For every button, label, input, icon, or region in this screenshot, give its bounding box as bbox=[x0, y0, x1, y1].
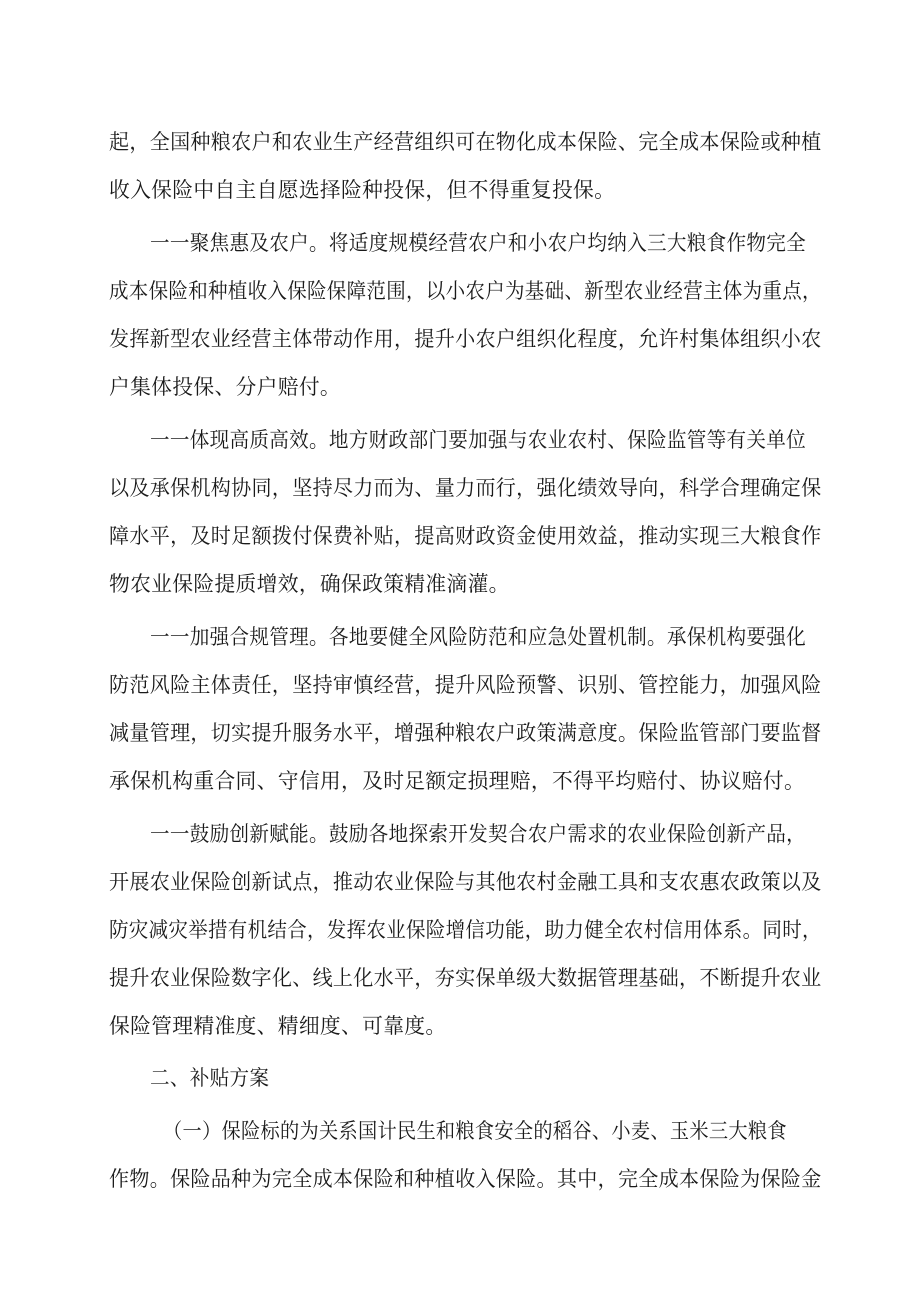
paragraph-line: 一一聚焦惠及农户。将适度规模经营农户和小农户均纳入三大粮食作物完全 bbox=[150, 231, 807, 255]
paragraph-line: 户集体投保、分户赔付。 bbox=[109, 375, 342, 399]
paragraph-line: 作物。保险品种为完全成本保险和种植收入保险。其中，完全成本保险为保险金 bbox=[109, 1167, 822, 1191]
paragraph-line: 一一加强合规管理。各地要健全风险防范和应急处置机制。承保机构要强化 bbox=[150, 625, 807, 649]
paragraph-line: 障水平，及时足额拨付保费补贴，提高财政资金使用效益，推动实现三大粮食作 bbox=[109, 524, 822, 548]
paragraph-line: 减量管理，切实提升服务水平，增强种粮农户政策满意度。保险监管部门要监督 bbox=[109, 721, 822, 745]
paragraph-line: 提升农业保险数字化、线上化水平，夯实保单级大数据管理基础，不断提升农业 bbox=[109, 966, 822, 990]
paragraph-line: （一）保险标的为关系国计民生和粮食安全的稻谷、小麦、玉米三大粮食 bbox=[163, 1119, 787, 1143]
paragraph-line: 起，全国种粮农户和农业生产经营组织可在物化成本保险、完全成本保险或种植 bbox=[109, 130, 822, 154]
paragraph-line: 防灾减灾举措有机结合，发挥农业保险增信功能，助力健全农村信用体系。同时， bbox=[109, 918, 822, 942]
paragraph-line: 承保机构重合同、守信用，及时足额定损理赔，不得平均赔付、协议赔付。 bbox=[109, 769, 806, 793]
paragraph-line: 开展农业保险创新试点，推动农业保险与其他农村金融工具和支农惠农政策以及 bbox=[109, 870, 822, 894]
paragraph-line: 收入保险中自主自愿选择险种投保，但不得重复投保。 bbox=[109, 178, 616, 202]
paragraph-line: 一一体现高质高效。地方财政部门要加强与农业农村、保险监管等有关单位 bbox=[150, 428, 807, 452]
paragraph-line: 保险管理精准度、精细度、可靠度。 bbox=[109, 1014, 447, 1038]
paragraph-line: 以及承保机构协同，坚持尽力而为、量力而行，强化绩效导向，科学合理确定保 bbox=[109, 476, 822, 500]
paragraph-line: 一一鼓励创新赋能。鼓励各地探索开发契合农户需求的农业保险创新产品， bbox=[150, 822, 807, 846]
paragraph-line: 物农业保险提质增效，确保政策精准滴灌。 bbox=[109, 572, 510, 596]
section-heading: 二、补贴方案 bbox=[150, 1066, 270, 1090]
paragraph-line: 发挥新型农业经营主体带动作用，提升小农户组织化程度，允许村集体组织小农 bbox=[109, 327, 822, 351]
paragraph-line: 防范风险主体责任，坚持审慎经营，提升风险预警、识别、管控能力，加强风险 bbox=[109, 673, 822, 697]
paragraph-line: 成本保险和种植收入保险保障范围，以小农户为基础、新型农业经营主体为重点， bbox=[109, 279, 822, 303]
